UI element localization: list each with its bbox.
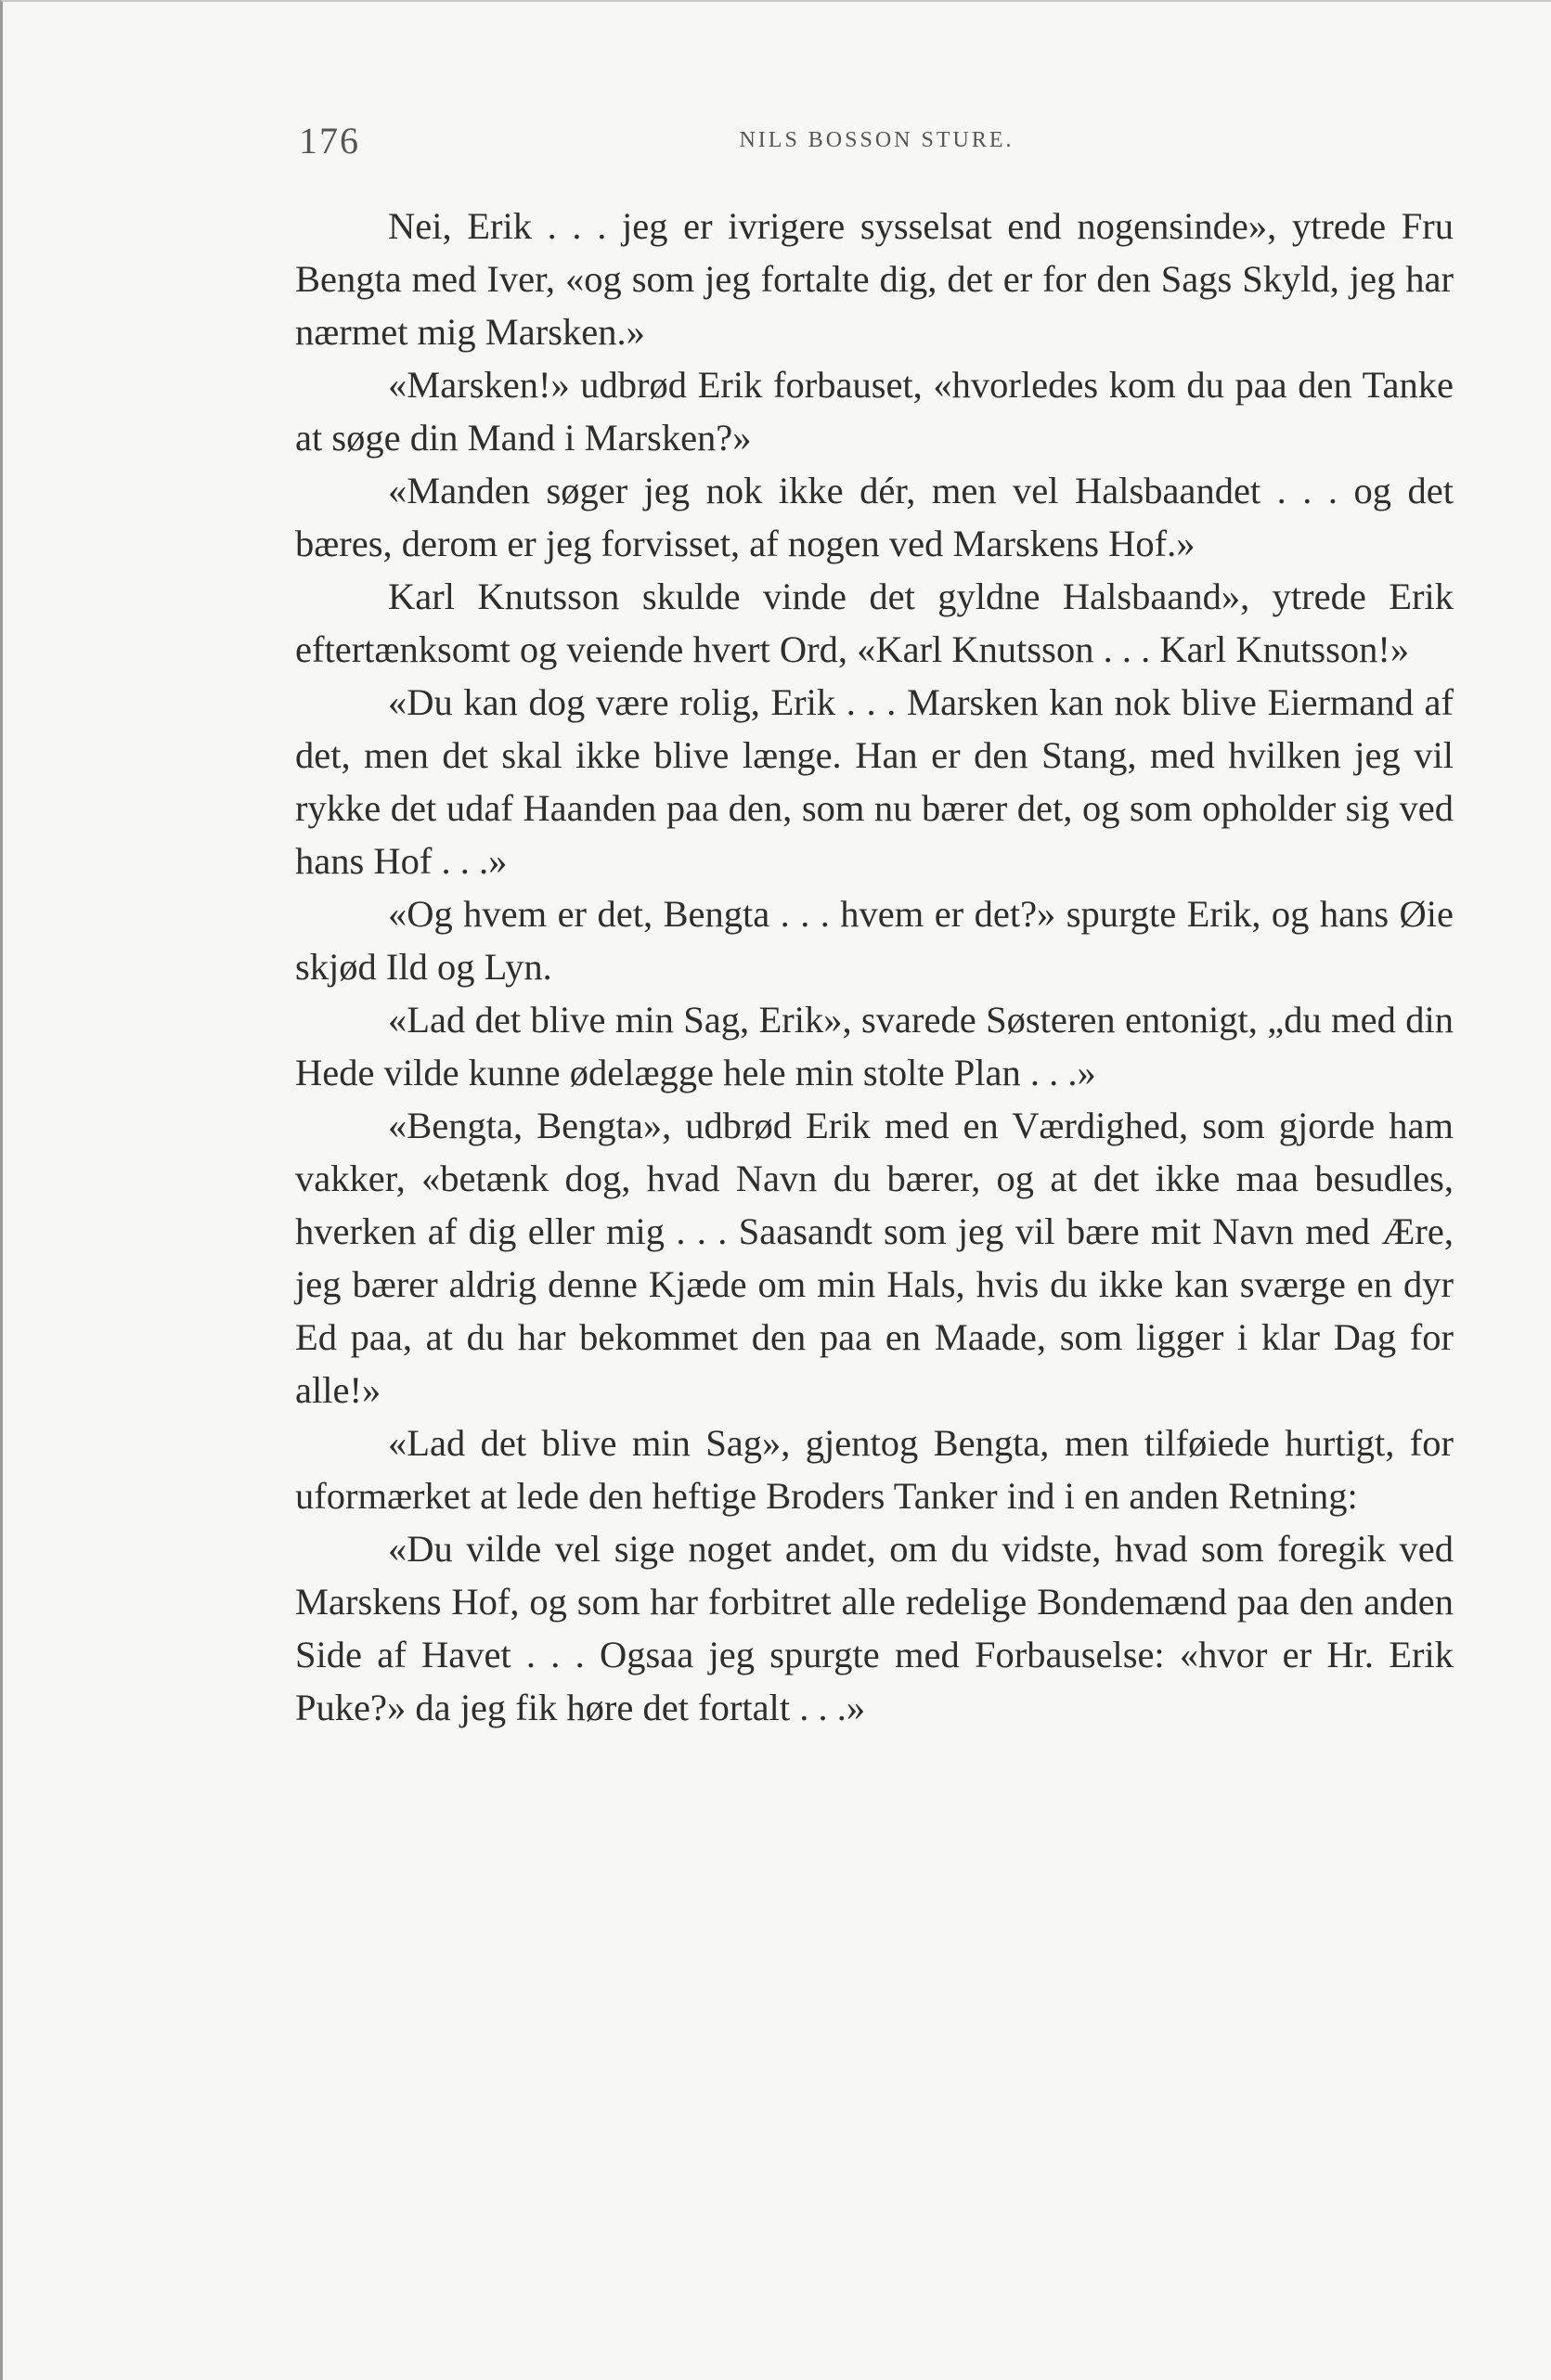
paragraph: «Du kan dog være rolig, Erik . . . Marsken kan nok blive Eiermand af det, men det skal ikke blive længe. Han er den Stang, med hvilken jeg vil rykke det udaf Haanden paa den, som nu bærer det, og som opholder sig ved hans Hof . . .»: [295, 681, 1454, 882]
paragraph: «Manden søger jeg nok ikke dér, men vel Halsbaandet . . . og det bæres, derom er jeg forvisset, af nogen ved Marskens Hof.»: [295, 470, 1454, 564]
running-title: NILS BOSSON STURE.: [739, 128, 1015, 152]
page-header: [299, 119, 1454, 175]
paragraph: «Marsken!» udbrød Erik forbauset, «hvorledes kom du paa den Tanke at søge din Mand i Marsken?»: [295, 364, 1454, 459]
paragraph: Karl Knutsson skulde vinde det gyldne Halsbaand», ytrede Erik eftertænksomt og veiende hvert Ord, «Karl Knutsson . . . Karl Knutsson!»: [295, 576, 1454, 670]
paragraph: «Bengta, Bengta», udbrød Erik med en Værdighed, som gjorde ham vakker, «betænk dog, hvad Navn du bærer, og at det ikke maa besudles, hverken af dig eller mig . . . Saasandt som jeg vil bære mit Navn med Ære, jeg bærer aldrig denne Kjæde om min Hals, hvis du ikke kan sværge en dyr Ed paa, at du har bekommet den paa en Maade, som ligger i klar Dag for alle!»: [295, 1105, 1454, 1411]
paragraph: Nei, Erik . . . jeg er ivrigere sysselsat end nogensinde», ytrede Fru Bengta med Iver, «og som jeg fortalte dig, det er for den Sags Skyld, jeg har nærmet mig Marsken.»: [295, 205, 1454, 353]
paragraph: «Du vilde vel sige noget andet, om du vidste, hvad som foregik ved Marskens Hof, og som har forbitret alle redelige Bondemænd paa den anden Side af Havet . . . Ogsaa jeg spurgte med Forbauselse: «hvor er Hr. Erik Puke?» da jeg fik høre det fortalt . . .»: [295, 1528, 1454, 1728]
page-number: 176: [299, 120, 360, 162]
paragraph: «Og hvem er det, Bengta . . . hvem er det?» spurgte Erik, og hans Øie skjød Ild og Lyn.: [295, 893, 1454, 988]
paragraph: «Lad det blive min Sag», gjentog Bengta, men tilføiede hurtigt, for uformærket at lede den heftige Broders Tanker ind i en anden Retning:: [295, 1422, 1454, 1517]
body-text: [295, 200, 1454, 1734]
paragraph: «Lad det blive min Sag, Erik», svarede Søsteren entonigt, „du med din Hede vilde kunne ødelægge hele min stolte Plan . . .»: [295, 999, 1454, 1093]
